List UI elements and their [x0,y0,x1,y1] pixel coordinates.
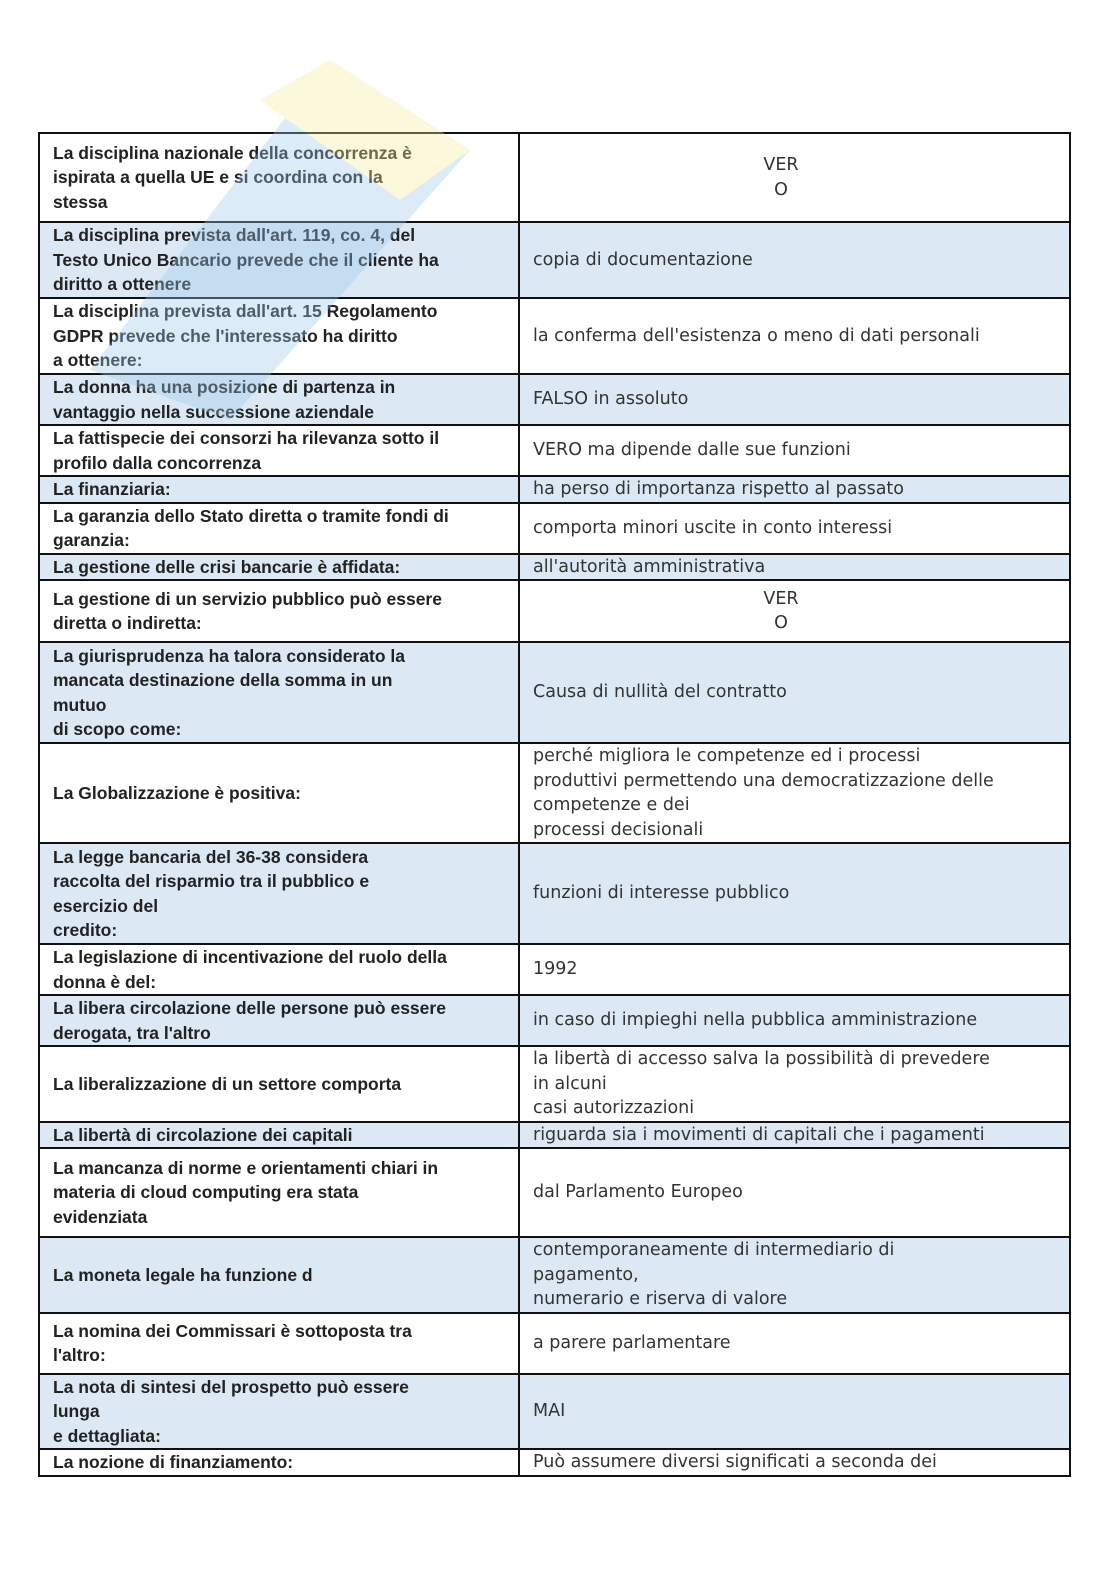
question-cell: La disciplina nazionale della concorrenza è ispirata a quella UE e si coordina con la stessa [39,133,519,222]
answer-cell: VER O [519,580,1070,642]
answer-cell: dal Parlamento Europeo [519,1148,1070,1237]
table-row [39,133,1070,222]
answer-cell: comporta minori uscite in conto interessi [519,503,1070,554]
question-cell: La Globalizzazione è positiva: [39,743,519,843]
question-cell: La moneta legale ha funzione d [39,1237,519,1313]
table-row [39,298,1070,374]
answer-cell: la conferma dell'esistenza o meno di dati personali [519,298,1070,374]
table-row [39,1122,1070,1149]
question-cell: La libertà di circolazione dei capitali [39,1122,519,1149]
qa-table [38,132,1071,1477]
table-row [39,1046,1070,1122]
table-row [39,374,1070,425]
question-cell: La gestione di un servizio pubblico può essere diretta o indiretta: [39,580,519,642]
question-cell: La disciplina prevista dall'art. 15 Regolamento GDPR prevede che l'interessato ha diritto a ottenere: [39,298,519,374]
answer-cell: contemporaneamente di intermediario di pagamento, numerario e riserva di valore [519,1237,1070,1313]
question-cell: La liberalizzazione di un settore comporta [39,1046,519,1122]
answer-cell: ha perso di importanza rispetto al passato [519,476,1070,503]
answer-cell: FALSO in assoluto [519,374,1070,425]
table-row [39,1374,1070,1450]
table-row [39,1313,1070,1374]
question-cell: La legislazione di incentivazione del ruolo della donna è del: [39,944,519,995]
table-row [39,580,1070,642]
table-row [39,425,1070,476]
question-cell: La legge bancaria del 36-38 considera raccolta del risparmio tra il pubblico e esercizio del credito: [39,843,519,944]
table-row [39,503,1070,554]
question-cell: La finanziaria: [39,476,519,503]
answer-cell: VERO ma dipende dalle sue funzioni [519,425,1070,476]
question-cell: La mancanza di norme e orientamenti chiari in materia di cloud computing era stata evidenziata [39,1148,519,1237]
table-row [39,1148,1070,1237]
table-row [39,843,1070,944]
answer-cell: la libertà di accesso salva la possibilità di prevedere in alcuni casi autorizzazioni [519,1046,1070,1122]
table-row [39,1449,1070,1476]
question-cell: La nomina dei Commissari è sottoposta tra l'altro: [39,1313,519,1374]
question-cell: La nozione di finanziamento: [39,1449,519,1476]
answer-cell: riguarda sia i movimenti di capitali che i pagamenti [519,1122,1070,1149]
answer-cell: Causa di nullità del contratto [519,642,1070,743]
answer-cell: perché migliora le competenze ed i processi produttivi permettendo una democratizzazione delle competenze e dei processi decisionali [519,743,1070,843]
answer-cell: in caso di impieghi nella pubblica amministrazione [519,995,1070,1046]
question-cell: La disciplina prevista dall'art. 119, co. 4, del Testo Unico Bancario prevede che il cliente ha diritto a ottenere [39,222,519,298]
question-cell: La fattispecie dei consorzi ha rilevanza sotto il profilo dalla concorrenza [39,425,519,476]
answer-cell: VER O [519,133,1070,222]
table-row [39,642,1070,743]
question-cell: La garanzia dello Stato diretta o tramite fondi di garanzia: [39,503,519,554]
answer-cell: MAI [519,1374,1070,1450]
table-row [39,1237,1070,1313]
answer-cell: copia di documentazione [519,222,1070,298]
answer-cell: funzioni di interesse pubblico [519,843,1070,944]
question-cell: La giurisprudenza ha talora considerato la mancata destinazione della somma in un mutuo di scopo come: [39,642,519,743]
question-cell: La gestione delle crisi bancarie è affidata: [39,554,519,581]
question-cell: La donna ha una posizione di partenza in vantaggio nella successione aziendale [39,374,519,425]
answer-cell: 1992 [519,944,1070,995]
table-row [39,476,1070,503]
table-row [39,222,1070,298]
table-row [39,554,1070,581]
question-cell: La nota di sintesi del prospetto può essere lunga e dettagliata: [39,1374,519,1450]
answer-cell: Può assumere diversi significati a seconda dei [519,1449,1070,1476]
answer-cell: all'autorità amministrativa [519,554,1070,581]
question-cell: La libera circolazione delle persone può essere derogata, tra l'altro [39,995,519,1046]
table-row [39,944,1070,995]
table-row [39,995,1070,1046]
table-row [39,743,1070,843]
answer-cell: a parere parlamentare [519,1313,1070,1374]
